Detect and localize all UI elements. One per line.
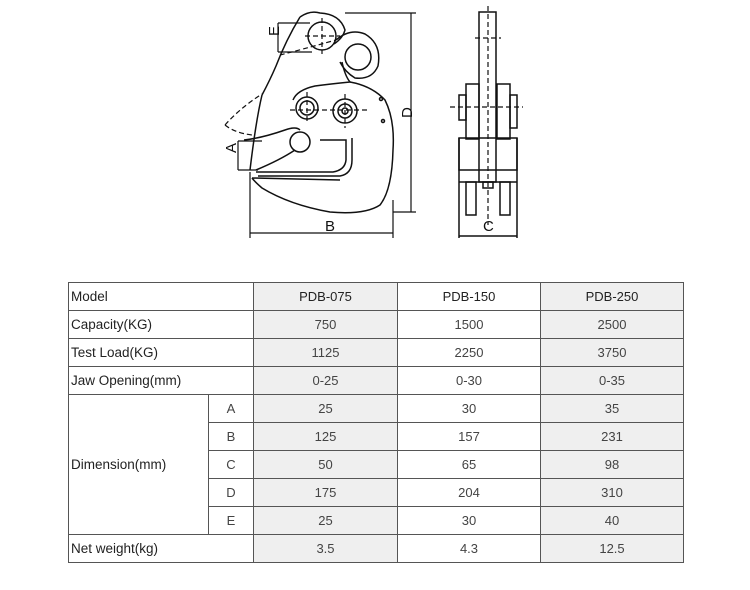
table-cell: 310 [541, 479, 684, 507]
table-cell: 65 [398, 451, 541, 479]
table-cell: 3750 [541, 339, 684, 367]
table-cell: 3.5 [254, 535, 398, 563]
table-cell: 125 [254, 423, 398, 451]
row-label: Net weight(kg) [69, 535, 254, 563]
row-label: Capacity(KG) [69, 311, 254, 339]
table-cell: 2250 [398, 339, 541, 367]
table-cell: 0-25 [254, 367, 398, 395]
dimension-row-a [69, 395, 684, 423]
table-cell: 98 [541, 451, 684, 479]
table-cell: 30 [398, 395, 541, 423]
dimension-label-e: E [266, 25, 283, 36]
table-cell: 0-30 [398, 367, 541, 395]
model-pdb-150: PDB-150 [398, 283, 541, 311]
dimension-label-b: B [325, 218, 336, 235]
table-cell: 1125 [254, 339, 398, 367]
clamp-technical-drawing [0, 0, 750, 250]
dimension-sub-label: C [209, 451, 254, 479]
table-cell: 1500 [398, 311, 541, 339]
table-cell: 4.3 [398, 535, 541, 563]
specification-table [68, 282, 684, 563]
dimension-label: Dimension(mm) [69, 395, 209, 535]
table-cell: 231 [541, 423, 684, 451]
dimension-sub-label: B [209, 423, 254, 451]
table-cell: 204 [398, 479, 541, 507]
table-cell: 0-35 [541, 367, 684, 395]
table-cell: 35 [541, 395, 684, 423]
table-cell: 12.5 [541, 535, 684, 563]
table-cell: 40 [541, 507, 684, 535]
jaw-opening-row [69, 367, 684, 395]
table-cell: 750 [254, 311, 398, 339]
table-cell: 50 [254, 451, 398, 479]
capacity-row [69, 311, 684, 339]
clamp-drawing-svg [0, 0, 750, 250]
row-label: Test Load(KG) [69, 339, 254, 367]
test-load-row [69, 339, 684, 367]
table-cell: 2500 [541, 311, 684, 339]
table-cell: 157 [398, 423, 541, 451]
row-label: Jaw Opening(mm) [69, 367, 254, 395]
header-row [69, 283, 684, 311]
dimension-sub-label: E [209, 507, 254, 535]
model-label: Model [69, 283, 254, 311]
dimension-label-a: A [223, 142, 240, 153]
table-cell: 25 [254, 507, 398, 535]
dimension-sub-label: D [209, 479, 254, 507]
table-cell: 175 [254, 479, 398, 507]
model-pdb-250: PDB-250 [541, 283, 684, 311]
model-pdb-075: PDB-075 [254, 283, 398, 311]
dimension-label-c: C [483, 218, 494, 235]
table-cell: 25 [254, 395, 398, 423]
table-cell: 30 [398, 507, 541, 535]
dimension-sub-label: A [209, 395, 254, 423]
net-weight-row [69, 535, 684, 563]
dimension-label-d: D [399, 107, 416, 118]
